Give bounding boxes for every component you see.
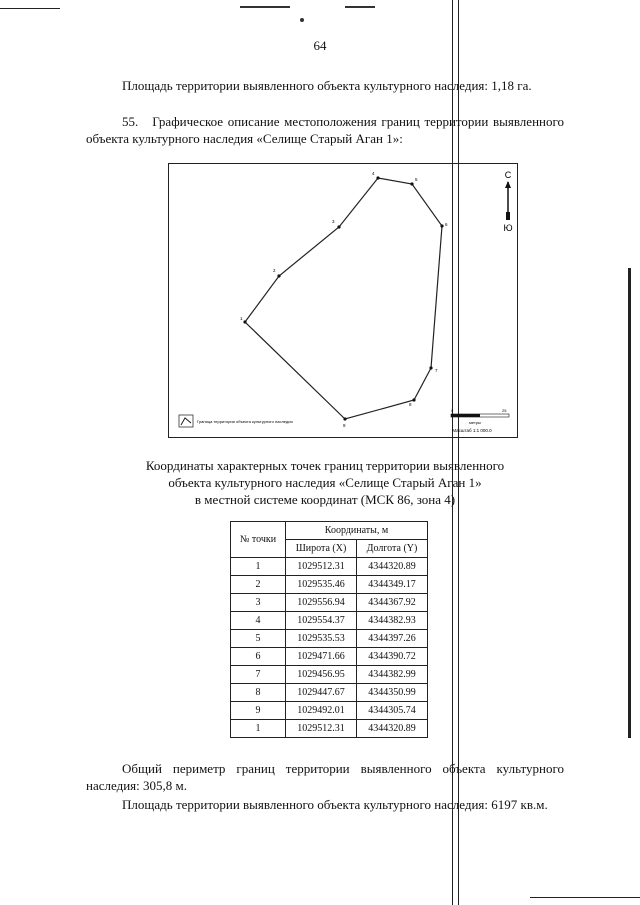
- edge-mark-right: [628, 268, 631, 738]
- boundary-map-svg: [169, 164, 517, 437]
- table-row: [231, 648, 428, 666]
- south-arrow-icon: [506, 212, 510, 220]
- point-number-cell: 5: [231, 630, 286, 648]
- area-total-paragraph: Площадь территории выявленного объекта культурного наследия: 6197 кв.м.: [122, 797, 548, 812]
- scale-tick-25: 25: [502, 408, 507, 413]
- header-latitude: Широта (X): [286, 540, 357, 558]
- boundary-point-label: 9: [343, 423, 346, 428]
- caption-line-1: Координаты характерных точек границ территории выявленного: [145, 458, 505, 473]
- longitude-cell: 4344382.93: [357, 612, 428, 630]
- boundary-point-marker: [412, 398, 415, 401]
- latitude-cell: 1029512.31: [286, 720, 357, 738]
- latitude-cell: 1029456.95: [286, 666, 357, 684]
- boundary-points: [240, 171, 448, 428]
- point-number-cell: 6: [231, 648, 286, 666]
- point-number-cell: 4: [231, 612, 286, 630]
- longitude-cell: 4344382.99: [357, 666, 428, 684]
- caption-line-2: объекта культурного наследия «Селище Старый Аган 1»: [168, 475, 482, 490]
- boundary-polygon: [245, 178, 442, 419]
- scale-bar-fill: [451, 414, 480, 417]
- bottom-rule: [530, 897, 640, 898]
- table-row: [231, 684, 428, 702]
- latitude-cell: 1029535.46: [286, 576, 357, 594]
- boundary-point-label: 5: [415, 177, 418, 182]
- table-row: [231, 612, 428, 630]
- boundary-point-marker: [410, 182, 413, 185]
- header-longitude: Долгота (Y): [357, 540, 428, 558]
- north-arrow-icon: [505, 181, 511, 188]
- latitude-cell: 1029556.94: [286, 594, 357, 612]
- page-number: 64: [313, 38, 327, 53]
- table-row: [231, 558, 428, 576]
- longitude-cell: 4344350.99: [357, 684, 428, 702]
- point-number-cell: 8: [231, 684, 286, 702]
- header-coordinates: Координаты, м: [286, 522, 428, 540]
- table-row: [231, 576, 428, 594]
- point-number-cell: 3: [231, 594, 286, 612]
- coordinates-table: [230, 521, 428, 738]
- table-row: [231, 630, 428, 648]
- longitude-cell: 4344305.74: [357, 702, 428, 720]
- longitude-cell: 4344397.26: [357, 630, 428, 648]
- boundary-point-marker: [376, 176, 379, 179]
- scan-dot: [300, 18, 304, 22]
- latitude-cell: 1029512.31: [286, 558, 357, 576]
- longitude-cell: 4344320.89: [357, 558, 428, 576]
- table-row: [231, 594, 428, 612]
- point-number-cell: 2: [231, 576, 286, 594]
- scan-mark-top-right: [345, 6, 375, 8]
- boundary-point-marker: [429, 366, 432, 369]
- latitude-cell: 1029447.67: [286, 684, 357, 702]
- scan-mark-top: [240, 6, 290, 8]
- area-paragraph: Площадь территории выявленного объекта культурного наследия: 1,18 га.: [122, 78, 532, 93]
- legend-text: Граница территории объекта культурного наследия: [197, 419, 293, 424]
- scale-unit: метры: [469, 420, 481, 425]
- longitude-cell: 4344349.17: [357, 576, 428, 594]
- latitude-cell: 1029492.01: [286, 702, 357, 720]
- top-rule: [0, 8, 60, 9]
- boundary-point-label: 4: [372, 171, 375, 176]
- point-number-cell: 9: [231, 702, 286, 720]
- boundary-point-marker: [243, 320, 246, 323]
- latitude-cell: 1029554.37: [286, 612, 357, 630]
- boundary-point-marker: [440, 224, 443, 227]
- boundary-point-marker: [337, 225, 340, 228]
- boundary-point-marker: [277, 274, 280, 277]
- north-label: С: [504, 170, 512, 180]
- perimeter-paragraph: Общий периметр границ территории выявленного объекта культурного наследия: 305,8 м.: [86, 761, 564, 793]
- boundary-point-label: 2: [273, 268, 276, 273]
- table-caption: [86, 457, 564, 508]
- coordinates-table-body: [231, 558, 428, 738]
- point-number-cell: 7: [231, 666, 286, 684]
- scale-tick-0: 0: [451, 408, 454, 413]
- boundary-point-label: 1: [240, 316, 243, 321]
- boundary-point-label: 3: [332, 219, 335, 224]
- boundary-map: [168, 163, 518, 438]
- scale-text: Масштаб 1:1 000.0: [452, 428, 492, 433]
- legend-symbol-icon: [181, 418, 191, 425]
- legend-swatch: [179, 415, 193, 427]
- point-number-cell: 1: [231, 720, 286, 738]
- table-row: [231, 666, 428, 684]
- point-number-cell: 1: [231, 558, 286, 576]
- boundary-point-label: 6: [445, 222, 448, 227]
- boundary-point-label: 7: [435, 368, 438, 373]
- latitude-cell: 1029535.53: [286, 630, 357, 648]
- longitude-cell: 4344320.89: [357, 720, 428, 738]
- boundary-point-marker: [343, 417, 346, 420]
- item-55-paragraph: 55. Графическое описание местоположения границ территории выявленного объекта культурного наследия «Селище Старый Аган 1»:: [86, 114, 564, 146]
- header-point-number: № точки: [231, 522, 286, 558]
- table-row: [231, 702, 428, 720]
- longitude-cell: 4344390.72: [357, 648, 428, 666]
- caption-line-3: в местной системе координат (МСК 86, зона 4): [194, 492, 456, 507]
- latitude-cell: 1029471.66: [286, 648, 357, 666]
- boundary-point-label: 8: [409, 402, 412, 407]
- longitude-cell: 4344367.92: [357, 594, 428, 612]
- table-row: [231, 720, 428, 738]
- south-label: Ю: [503, 223, 513, 233]
